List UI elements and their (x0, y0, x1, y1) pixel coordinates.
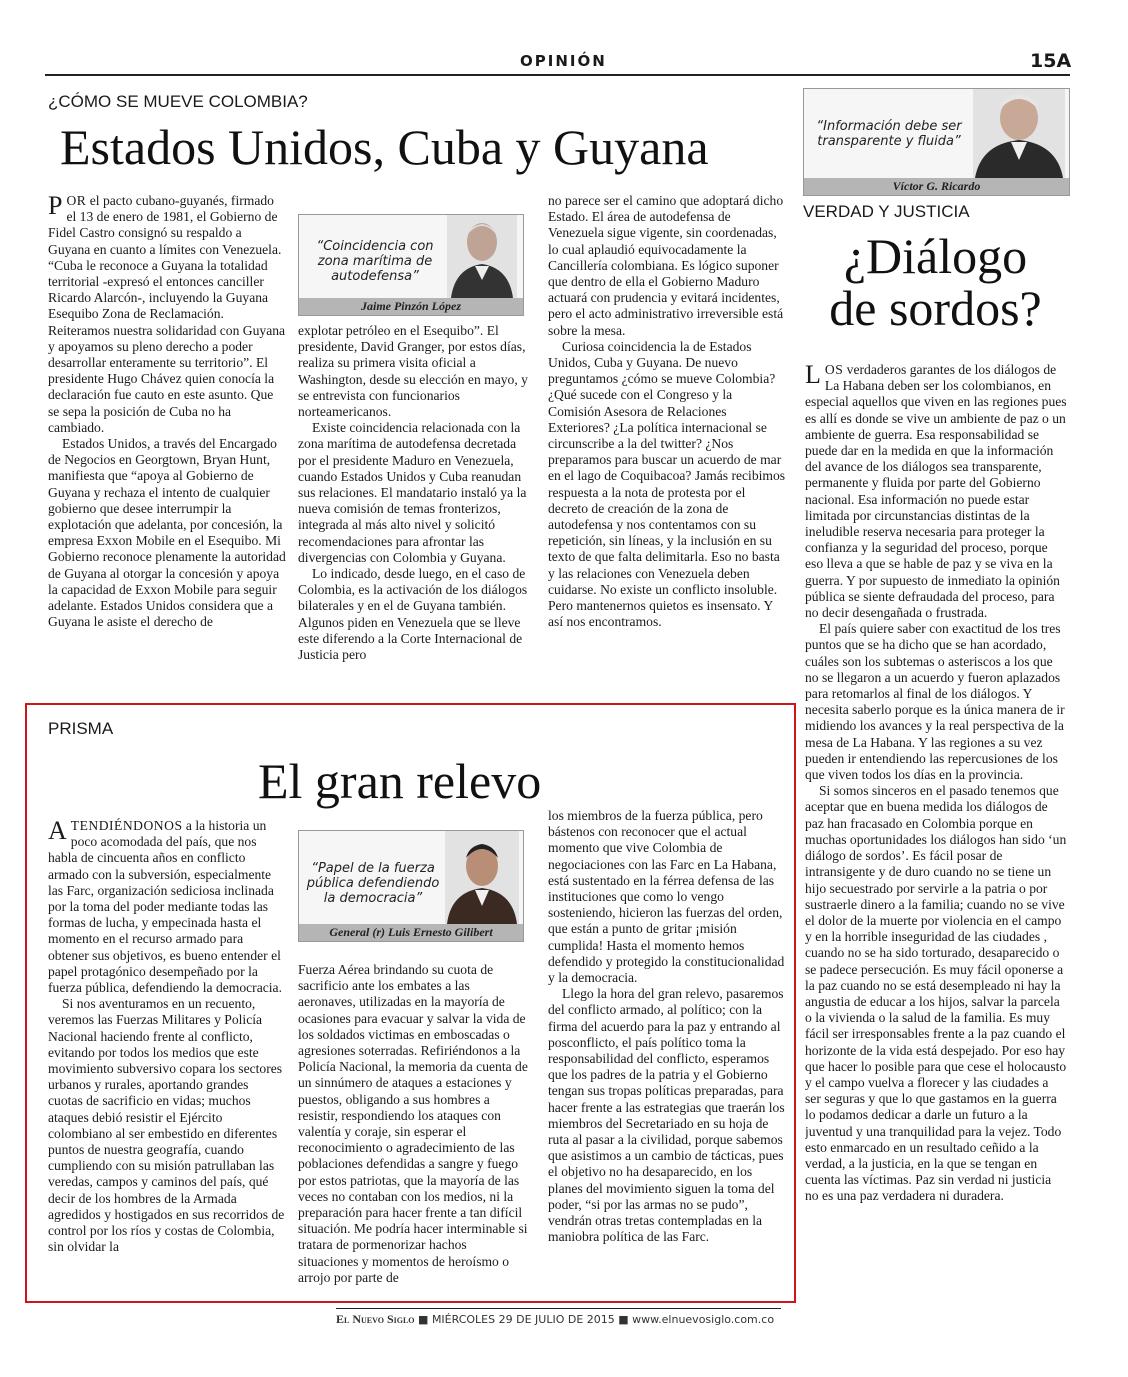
article3-column-1: ATENDIÉNDONOS a la historia un poco acomodada del país, que nos habla de cincuenta años en conflicto armado con la subversión, especialmente las Farc, organización sediciosa inclinada por la toma del poder mediante todas las formas de lucha, y empecinada hasta el momento en el recurso armado para obtener sus objetivos, es bueno entender el papel protagónico desempeñado por la fuerza pública, defendiendo la democracia. Si nos aventuramos en un recuento, veremos las Fuerzas Militares y Policía Nacional haciendo frente al conflicto, evitando por todos los medios que este movimiento subversivo copara los sectores urbanos y rurales, aportando grandes cuotas de sacrificio en vidas; muchos ataques debió resistir el Ejército colombiano al ser embestido en diferentes puntos de nuestra geografía, cuando cumpliendo con su misión patrullaban las veredas, campos y caminos del país, qué decir de los hombres de la Armada agredidos y hostigados en sus recorridos de control por los ríos y costas de Colombia, sin olvidar la (48, 818, 285, 1255)
article1-column-3: no parece ser el camino que adoptará dicho Estado. El área de autodefensa de Venezuela sigue vigente, sin coordenadas, lo cual aplaudió equivocadamente la Cancillería colombiana. Es lógico suponer que dentro de ella el Gobierno Maduro actuará con prudencia y evitará incidentes, pero el acto administrativo irreversible está sobre la mesa. Curiosa coincidencia la de Estados Unidos, Cuba y Guyana. De nuevo preguntamos ¿cómo se mueve Colombia? ¿Qué sucede con el Congreso y la Comisión Asesora de Relaciones Exteriores? ¿La política internacional se circunscribe a la del twitter? ¿Nos preparamos para buscar un acuerdo de mar en el lago de Coquibacoa? Jamás recibimos respuesta a la nota de protesta por el decreto de creación de la zona de autodefensa y nos contentamos con su repetición, sin líneas, y la inclusión en su texto de que falta delimitarla. Eso no basta y las relaciones con Venezuela deben cuidarse. No existe un conflicto insoluble. Pero mantenernos quietos es insensato. Y así nos encontramos. (548, 193, 786, 630)
author-name: General (r) Luis Ernesto Gilibert (299, 924, 523, 941)
separator-icon: ■ (418, 1313, 429, 1326)
separator-icon: ■ (618, 1313, 629, 1326)
article1-column-1: POR el pacto cubano-guyanés, firmado el 13 de enero de 1981, el Gobierno de Fidel Castro consignó su respaldo a Guyana en cuanto a límites con Venezuela. “Cuba le reconoce a Guyana la totalidad territorial -expresó el entonces canciller Ricardo Alarcón-, incluyendo la Guyana Esequibo Zona de Reclamación. Reiteramos nuestra solidaridad con Guyana y apoyamos su pleno derecho a poder desarrollar enteramente su territorio”. El presidente Hugo Chávez quien conocía la declaración fue cauto en este asunto. Que se sepa la posición de Cuba no ha cambiado. Estados Unidos, a través del Encargado de Negocios en Georgtown, Bryan Hunt, manifiesta que “apoya al Gobierno de Guyana y rechaza el intento de cualquier gobierno que desee interrumpir la explotación que adelanta, por concesión, la empresa Exxon Mobile en el Esequibo. Mi Gobierno reconoce plenamente la autoridad de Guyana al otorgar la concesión y apoya la capacidad de Exxon Mobile para seguir adelante. Estados Unidos considera que a Guyana le asiste el derecho de (48, 193, 286, 630)
article3-column-3: los miembros de la fuerza pública, pero bástenos con reconocer que el actual momento que vive Colombia de negociaciones con las Farc en La Habana, está sustentado en la férrea defensa de las instituciones que como lo vengo sosteniendo, hicieron las fuerzas del orden, que están a punto de gritar ¡misión cumplida! Hasta el momento hemos defendido y protegido la constitucionalidad y la democracia. Llego la hora del gran relevo, pasaremos del conflicto armado, al político; con la firma del acuerdo para la paz y entrando al posconflicto, el país político toma la responsabilidad del conflicto, esperamos que los padres de la patria y el Gobierno tengan sus tropas políticas preparadas, para hacer frente a las estrategias que traerán los miembros del Secretariado en su hoja de ruta al pasar a la civilidad, porque sabemos que asistimos a un cambio de tácticas, pues el objetivo no ha desaparecido, en los planes del movimiento siguen la toma del poder, “si por las armas no se pudo”, vendrán otras tretas contempladas en la maniobra política de las Farc. (548, 808, 785, 1245)
website-url: www.elnuevosiglo.com.co (632, 1313, 775, 1326)
article1-column-2: explotar petróleo en el Esequibo”. El presidente, David Granger, por estos días, realiza su primera visita oficial a Washington, desde su elección en mayo, y se entrevista con funcionarios norteamericanos. Existe coincidencia relacionada con la zona marítima de autodefensa decretada por el presidente Maduro en Venezuela, cuando Estados Unidos y Cuba reanudan sus relaciones. El mandatario instaló ya la nueva comisión de temas fronterizos, integrada al más alto nivel y solicitó recomendaciones para afrontar las divergencias con Colombia y Guyana. Lo indicado, desde luego, en el caso de Colombia, es la activación de los diálogos bilaterales y en el de Guyana también. Algunos piden en Venezuela que se lleve este diferendo a la Corte Internacional de Justicia pero (298, 323, 528, 663)
issue-date: MIÉRCOLES 29 DE JULIO DE 2015 (431, 1313, 615, 1326)
drop-cap: P (48, 193, 63, 220)
section-name: OPINIÓN (520, 52, 607, 70)
article2-kicker: VERDAD Y JUSTICIA (803, 202, 970, 221)
article1-kicker: ¿CÓMO SE MUEVE COLOMBIA? (48, 92, 308, 111)
author-photo-icon (445, 830, 519, 924)
footer-rule (336, 1308, 781, 1309)
article3-kicker: PRISMA (48, 719, 114, 738)
article2-title: ¿Diálogo de sordos? (829, 228, 1042, 336)
newspaper-name: El Nuevo Siglo (336, 1312, 415, 1326)
article3-pullquote: “Papel de la fuerza pública defendiendo la democracia” General (r) Luis Ernesto Gilibert (298, 830, 524, 942)
article3-column-2: Fuerza Aérea brindando su cuota de sacrificio ante los embates a las aeronaves, utilizadas en la mayoría de ocasiones para evacuar y salvar la vida de los soldados victimas en emboscadas o agresiones soterradas. Refiriéndonos a la Policía Nacional, la memoria da cuenta de un sinnúmero de ataques a estaciones y puestos, obligando a sus hombres a resistir, respondiendo los ataques con valentía y coraje, sin esperar el reconocimiento o agradecimiento de las poblaciones defendidas a sangre y fuego por estos patriotas, que la mayoría de las veces no contaban con los medios, ni la preparación para hacer frente a tan difícil situación. Me podría hacer interminable si tratara de pormenorizar hachos situaciones y momentos de heroísmo o arrojo por parte de (298, 962, 528, 1285)
article1-pullquote: “Coincidencia con zona marítima de autodefensa” Jaime Pinzón López (298, 214, 524, 316)
article2-body: LOS verdaderos garantes de los diálogos de La Habana deben ser los colombianos, en especial aquellos que viven en las regiones pues es allí es donde se vive un ambiente de paz o un ambiente de guerra. Esa responsabilidad se puede dar en la medida en que la información del avance de los diálogos sea transparente, permanente y fluida por parte del Gobierno nacional. Esa información no puede estar limitada por circunstancias distintas de la ineludible reserva necesaria para proteger la confianza y la seguridad del proceso, porque eso lleva a que se hable de paz y se viva en la guerra. Y por supuesto de inmediato la opinión pública se siente defraudada del proceso, para no decir desengañada o frustrada. El país quiere saber con exactitud de los tres puntos que se ha dicho que se han acordado, cuáles son los subtemas o asteriscos a los que no se llegaron a un acuerdo y fueron aplazados para retomarlos al final de los diálogos. Y necesita saberlo porque es la única manera de ir midiendo los avances y la real perspectiva de la mesa de La Habana. Y las regiones a su vez pueden ir entendiendo las repercusiones de los que viven todos los días en la provincia. Si somos sinceros en el pasado tenemos que aceptar que en buena medida los diálogos de paz han fracasado en Colombia porque en muchas oportunidades los diálogos han sido ‘un diálogo de sordos’. Es fácil posar de intransigente y de duro cuando no se tiene un hijo secuestrado por servirle a la patria o por sustraerle dinero a la familia; cuando no se vive el dolor de la muerte por violencia en el campo y en la horrible inseguridad de las ciudades , cuando no se ha sido torturado, desaparecido o se padece persecución. Es muy fácil oponerse a la paz cuando no se está desempleado ni hay la angustia de educar a los hijos, salvar la parcela o la vivienda o la salud de la familia. Es muy fácil ser irresponsables frente a la paz cuando el horizonte de la vida está despejado. Por eso hay que hacer lo posible para que cese el holocausto y el campo vuelva a florecer y las ciudades a ser seguras y que lo que gastamos en la guerra lo podamos dedicar a darle un futuro a la juventud y una tranquilidad para la vejez. Todo esto enmarcado en un resultado ceñido a la verdad, a la justicia, en la que se tengan en cuenta las víctimas. Paz sin verdad ni justicia no es una paz verdadera ni duradera. (805, 362, 1067, 1204)
author-photo-icon (973, 88, 1065, 178)
header-rule (45, 74, 1070, 76)
author-name: Jaime Pinzón López (299, 298, 523, 315)
drop-cap: A (48, 818, 67, 845)
article1-title: Estados Unidos, Cuba y Guyana (60, 119, 709, 175)
footer (336, 1312, 774, 1327)
article2-pullquote: “Información debe ser transparente y fluida” Víctor G. Ricardo (803, 88, 1070, 196)
author-name: Víctor G. Ricardo (804, 178, 1069, 195)
page-number: 15A (1030, 50, 1072, 72)
author-photo-icon (447, 214, 517, 298)
article3-title: El gran relevo (258, 753, 542, 809)
drop-cap: L (805, 362, 821, 389)
